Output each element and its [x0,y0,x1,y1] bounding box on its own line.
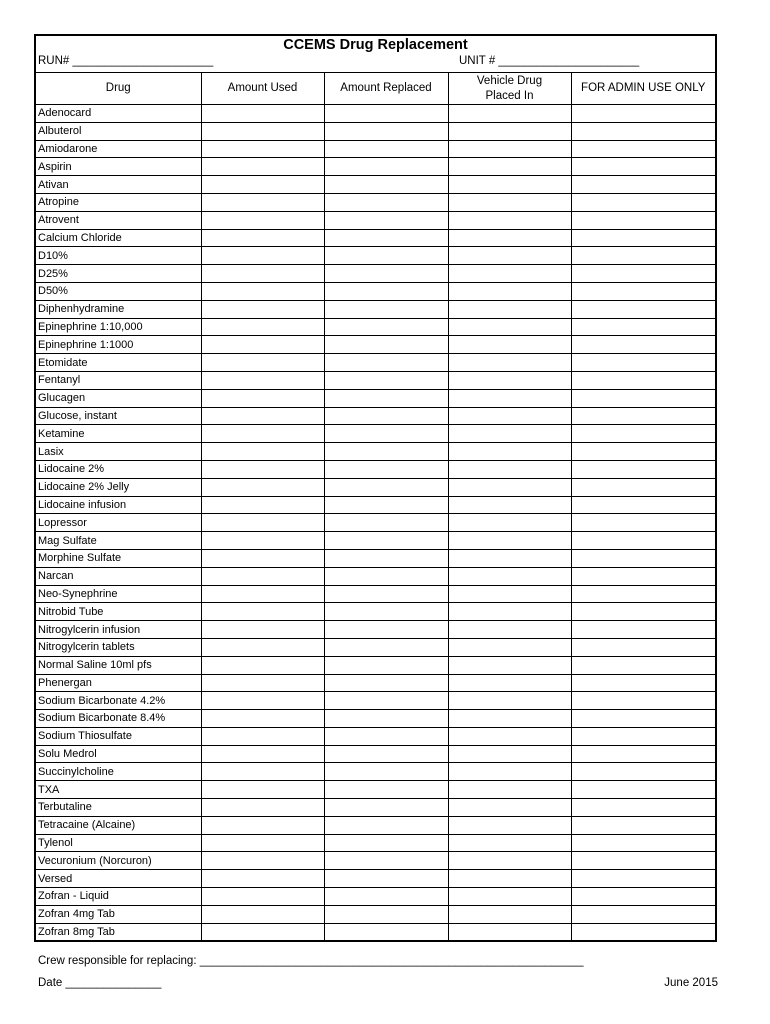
table-row [36,514,715,532]
table-row [36,193,715,211]
drug-name: Nitrobid Tube [36,603,201,621]
amount-used-cell[interactable] [201,300,324,318]
drug-name: Mag Sulfate [36,532,201,550]
amount-used-cell[interactable] [201,371,324,389]
amount-replaced-cell[interactable] [324,247,448,265]
drug-name: Sodium Thiosulfate [36,727,201,745]
amount-replaced-cell[interactable] [324,496,448,514]
drug-name: Albuterol [36,122,201,140]
table-row [36,710,715,728]
amount-used-cell[interactable] [201,905,324,923]
drug-name: Lidocaine infusion [36,496,201,514]
admin-cell[interactable] [571,674,715,692]
table-row [36,745,715,763]
drug-name: Etomidate [36,354,201,372]
admin-cell[interactable] [571,354,715,372]
amount-replaced-cell[interactable] [324,692,448,710]
drug-name: Ketamine [36,425,201,443]
table-row [36,603,715,621]
vehicle-cell[interactable] [448,514,571,532]
table-row [36,727,715,745]
admin-cell[interactable] [571,834,715,852]
vehicle-cell[interactable] [448,265,571,283]
vehicle-cell[interactable] [448,923,571,940]
amount-replaced-cell[interactable] [324,443,448,461]
drug-name: Amiodarone [36,140,201,158]
admin-cell[interactable] [571,443,715,461]
amount-used-cell[interactable] [201,781,324,799]
vehicle-cell[interactable] [448,389,571,407]
admin-cell[interactable] [571,656,715,674]
form-title: CCEMS Drug Replacement [283,37,468,53]
drug-name: Nitrogylcerin tablets [36,638,201,656]
admin-cell[interactable] [571,140,715,158]
drug-name: Sodium Bicarbonate 4.2% [36,692,201,710]
table-row [36,389,715,407]
table-row [36,176,715,194]
table-row [36,888,715,906]
amount-replaced-cell[interactable] [324,585,448,603]
amount-replaced-cell[interactable] [324,140,448,158]
table-row [36,247,715,265]
unit-number-field[interactable]: UNIT # ______________________ [459,55,640,67]
amount-used-cell[interactable] [201,496,324,514]
admin-cell[interactable] [571,603,715,621]
vehicle-cell[interactable] [448,799,571,817]
admin-cell[interactable] [571,211,715,229]
table-header-row [36,73,715,105]
vehicle-cell[interactable] [448,443,571,461]
admin-cell[interactable] [571,852,715,870]
amount-used-cell[interactable] [201,460,324,478]
amount-used-cell[interactable] [201,603,324,621]
admin-cell[interactable] [571,585,715,603]
amount-used-cell[interactable] [201,585,324,603]
drug-name: Zofran 8mg Tab [36,923,201,940]
table-row [36,211,715,229]
table-row [36,923,715,940]
amount-replaced-cell[interactable] [324,211,448,229]
vehicle-cell[interactable] [448,407,571,425]
amount-used-cell[interactable] [201,122,324,140]
amount-used-cell[interactable] [201,407,324,425]
drug-name: Epinephrine 1:10,000 [36,318,201,336]
table-row [36,621,715,639]
column-header-amount-replaced: Amount Replaced [324,73,448,105]
drug-name: Morphine Sulfate [36,549,201,567]
drug-name: Succinylcholine [36,763,201,781]
amount-replaced-cell[interactable] [324,763,448,781]
admin-cell[interactable] [571,389,715,407]
vehicle-cell[interactable] [448,140,571,158]
amount-replaced-cell[interactable] [324,105,448,123]
drug-name: Fentanyl [36,371,201,389]
amount-used-cell[interactable] [201,265,324,283]
table-row [36,318,715,336]
vehicle-cell[interactable] [448,852,571,870]
amount-replaced-cell[interactable] [324,229,448,247]
drug-name: Adenocard [36,105,201,123]
drug-name: Glucose, instant [36,407,201,425]
table-row [36,496,715,514]
vehicle-cell[interactable] [448,621,571,639]
crew-responsible-field[interactable]: Crew responsible for replacing: ____________________________________________________________ [38,955,584,967]
amount-replaced-cell[interactable] [324,816,448,834]
vehicle-cell[interactable] [448,549,571,567]
table-row [36,549,715,567]
admin-cell[interactable] [571,727,715,745]
amount-used-cell[interactable] [201,621,324,639]
table-row [36,816,715,834]
amount-replaced-cell[interactable] [324,193,448,211]
table-row [36,674,715,692]
amount-replaced-cell[interactable] [324,745,448,763]
drug-name: Atrovent [36,211,201,229]
admin-cell[interactable] [571,745,715,763]
amount-used-cell[interactable] [201,443,324,461]
amount-used-cell[interactable] [201,140,324,158]
admin-cell[interactable] [571,816,715,834]
amount-replaced-cell[interactable] [324,870,448,888]
admin-cell[interactable] [571,870,715,888]
amount-used-cell[interactable] [201,816,324,834]
table-row [36,371,715,389]
amount-replaced-cell[interactable] [324,176,448,194]
vehicle-cell[interactable] [448,122,571,140]
admin-cell[interactable] [571,763,715,781]
amount-used-cell[interactable] [201,229,324,247]
amount-used-cell[interactable] [201,656,324,674]
amount-replaced-cell[interactable] [324,282,448,300]
drug-name: Lidocaine 2% [36,460,201,478]
form-header [36,36,715,73]
amount-used-cell[interactable] [201,852,324,870]
admin-cell[interactable] [571,621,715,639]
drug-name: Sodium Bicarbonate 8.4% [36,710,201,728]
drug-name: Diphenhydramine [36,300,201,318]
table-row [36,443,715,461]
table-row [36,122,715,140]
amount-replaced-cell[interactable] [324,834,448,852]
amount-used-cell[interactable] [201,354,324,372]
admin-cell[interactable] [571,193,715,211]
amount-replaced-cell[interactable] [324,799,448,817]
admin-cell[interactable] [571,336,715,354]
drug-name: Lasix [36,443,201,461]
admin-cell[interactable] [571,567,715,585]
admin-cell[interactable] [571,300,715,318]
amount-used-cell[interactable] [201,710,324,728]
drug-name: Lidocaine 2% Jelly [36,478,201,496]
amount-replaced-cell[interactable] [324,567,448,585]
admin-cell[interactable] [571,496,715,514]
vehicle-cell[interactable] [448,888,571,906]
amount-replaced-cell[interactable] [324,158,448,176]
drug-name: Glucagen [36,389,201,407]
amount-replaced-cell[interactable] [324,923,448,940]
column-header-amount-used: Amount Used [201,73,324,105]
table-row [36,282,715,300]
admin-cell[interactable] [571,514,715,532]
amount-replaced-cell[interactable] [324,478,448,496]
admin-cell[interactable] [571,478,715,496]
drug-name: Solu Medrol [36,745,201,763]
admin-cell[interactable] [571,105,715,123]
vehicle-cell[interactable] [448,158,571,176]
table-row [36,158,715,176]
table-row [36,425,715,443]
admin-cell[interactable] [571,799,715,817]
amount-replaced-cell[interactable] [324,407,448,425]
amount-replaced-cell[interactable] [324,888,448,906]
admin-cell[interactable] [571,407,715,425]
admin-cell[interactable] [571,371,715,389]
admin-cell[interactable] [571,158,715,176]
vehicle-cell[interactable] [448,692,571,710]
amount-used-cell[interactable] [201,318,324,336]
admin-cell[interactable] [571,282,715,300]
amount-used-cell[interactable] [201,674,324,692]
vehicle-cell[interactable] [448,460,571,478]
vehicle-cell[interactable] [448,905,571,923]
amount-replaced-cell[interactable] [324,727,448,745]
amount-replaced-cell[interactable] [324,425,448,443]
amount-replaced-cell[interactable] [324,318,448,336]
table-row [36,354,715,372]
amount-used-cell[interactable] [201,336,324,354]
amount-used-cell[interactable] [201,211,324,229]
vehicle-cell[interactable] [448,727,571,745]
vehicle-cell[interactable] [448,211,571,229]
amount-used-cell[interactable] [201,247,324,265]
vehicle-cell[interactable] [448,193,571,211]
amount-used-cell[interactable] [201,514,324,532]
amount-replaced-cell[interactable] [324,603,448,621]
amount-used-cell[interactable] [201,176,324,194]
table-row [36,532,715,550]
amount-used-cell[interactable] [201,923,324,940]
drug-name: TXA [36,781,201,799]
amount-used-cell[interactable] [201,799,324,817]
admin-cell[interactable] [571,318,715,336]
amount-replaced-cell[interactable] [324,638,448,656]
drug-name: Phenergan [36,674,201,692]
table-row [36,265,715,283]
drug-name: Tetracaine (Alcaine) [36,816,201,834]
vehicle-cell[interactable] [448,318,571,336]
drug-name: Nitrogylcerin infusion [36,621,201,639]
vehicle-cell[interactable] [448,585,571,603]
drug-name: Atropine [36,193,201,211]
column-header-admin: FOR ADMIN USE ONLY [571,73,715,105]
drug-name: Calcium Chloride [36,229,201,247]
column-header-vehicle: Vehicle Drug Placed In [448,73,571,105]
amount-used-cell[interactable] [201,478,324,496]
drug-name: Vecuronium (Norcuron) [36,852,201,870]
drug-name: Versed [36,870,201,888]
admin-cell[interactable] [571,425,715,443]
table-row [36,799,715,817]
drug-replacement-form [34,34,717,942]
vehicle-cell[interactable] [448,247,571,265]
vehicle-cell[interactable] [448,567,571,585]
drug-table [36,73,715,940]
admin-cell[interactable] [571,176,715,194]
drug-name: Aspirin [36,158,201,176]
drug-name: D10% [36,247,201,265]
vehicle-cell[interactable] [448,816,571,834]
table-row [36,692,715,710]
table-row [36,567,715,585]
vehicle-cell[interactable] [448,532,571,550]
amount-replaced-cell[interactable] [324,514,448,532]
amount-used-cell[interactable] [201,727,324,745]
vehicle-cell[interactable] [448,656,571,674]
table-row [36,905,715,923]
amount-used-cell[interactable] [201,567,324,585]
table-row [36,870,715,888]
table-row [36,407,715,425]
table-row [36,105,715,123]
amount-used-cell[interactable] [201,638,324,656]
vehicle-cell[interactable] [448,478,571,496]
amount-used-cell[interactable] [201,692,324,710]
amount-used-cell[interactable] [201,763,324,781]
amount-replaced-cell[interactable] [324,710,448,728]
amount-replaced-cell[interactable] [324,336,448,354]
table-row [36,229,715,247]
drug-name: Neo-Synephrine [36,585,201,603]
drug-name: Tylenol [36,834,201,852]
vehicle-cell[interactable] [448,176,571,194]
drug-name: Epinephrine 1:1000 [36,336,201,354]
admin-cell[interactable] [571,532,715,550]
vehicle-cell[interactable] [448,834,571,852]
amount-used-cell[interactable] [201,870,324,888]
vehicle-cell[interactable] [448,354,571,372]
vehicle-cell[interactable] [448,105,571,123]
vehicle-cell[interactable] [448,371,571,389]
admin-cell[interactable] [571,710,715,728]
amount-replaced-cell[interactable] [324,460,448,478]
amount-replaced-cell[interactable] [324,621,448,639]
admin-cell[interactable] [571,122,715,140]
amount-used-cell[interactable] [201,158,324,176]
drug-name: Narcan [36,567,201,585]
amount-used-cell[interactable] [201,745,324,763]
column-header-drug: Drug [36,73,201,105]
vehicle-cell[interactable] [448,425,571,443]
amount-replaced-cell[interactable] [324,265,448,283]
drug-name: Normal Saline 10ml pfs [36,656,201,674]
drug-name: Zofran 4mg Tab [36,905,201,923]
amount-used-cell[interactable] [201,425,324,443]
drug-name: Ativan [36,176,201,194]
vehicle-cell[interactable] [448,603,571,621]
amount-replaced-cell[interactable] [324,781,448,799]
admin-cell[interactable] [571,905,715,923]
revision-date: June 2015 [664,977,718,989]
vehicle-cell[interactable] [448,496,571,514]
amount-used-cell[interactable] [201,193,324,211]
table-row [36,336,715,354]
table-row [36,585,715,603]
date-field[interactable]: Date _______________ [38,977,162,989]
admin-cell[interactable] [571,888,715,906]
amount-replaced-cell[interactable] [324,674,448,692]
vehicle-cell[interactable] [448,336,571,354]
admin-cell[interactable] [571,923,715,940]
table-row [36,763,715,781]
table-row [36,852,715,870]
table-row [36,834,715,852]
amount-replaced-cell[interactable] [324,354,448,372]
amount-replaced-cell[interactable] [324,532,448,550]
run-number-field[interactable]: RUN# ______________________ [38,55,214,67]
amount-used-cell[interactable] [201,282,324,300]
amount-replaced-cell[interactable] [324,122,448,140]
amount-used-cell[interactable] [201,549,324,567]
amount-replaced-cell[interactable] [324,389,448,407]
drug-name: D25% [36,265,201,283]
vehicle-cell[interactable] [448,781,571,799]
table-row [36,638,715,656]
admin-cell[interactable] [571,638,715,656]
vehicle-cell[interactable] [448,710,571,728]
amount-used-cell[interactable] [201,888,324,906]
vehicle-cell[interactable] [448,763,571,781]
table-row [36,140,715,158]
vehicle-cell[interactable] [448,870,571,888]
table-row [36,460,715,478]
vehicle-cell[interactable] [448,229,571,247]
amount-replaced-cell[interactable] [324,905,448,923]
admin-cell[interactable] [571,781,715,799]
table-row [36,781,715,799]
drug-name: D50% [36,282,201,300]
admin-cell[interactable] [571,265,715,283]
table-row [36,656,715,674]
amount-used-cell[interactable] [201,389,324,407]
admin-cell[interactable] [571,229,715,247]
amount-replaced-cell[interactable] [324,371,448,389]
admin-cell[interactable] [571,692,715,710]
table-row [36,478,715,496]
drug-name: Terbutaline [36,799,201,817]
amount-replaced-cell[interactable] [324,549,448,567]
vehicle-cell[interactable] [448,745,571,763]
vehicle-cell[interactable] [448,300,571,318]
amount-used-cell[interactable] [201,532,324,550]
admin-cell[interactable] [571,247,715,265]
amount-replaced-cell[interactable] [324,300,448,318]
vehicle-cell[interactable] [448,638,571,656]
drug-name: Zofran - Liquid [36,888,201,906]
amount-replaced-cell[interactable] [324,852,448,870]
vehicle-cell[interactable] [448,674,571,692]
admin-cell[interactable] [571,549,715,567]
amount-used-cell[interactable] [201,105,324,123]
drug-name: Lopressor [36,514,201,532]
table-row [36,300,715,318]
amount-replaced-cell[interactable] [324,656,448,674]
admin-cell[interactable] [571,460,715,478]
vehicle-cell[interactable] [448,282,571,300]
amount-used-cell[interactable] [201,834,324,852]
